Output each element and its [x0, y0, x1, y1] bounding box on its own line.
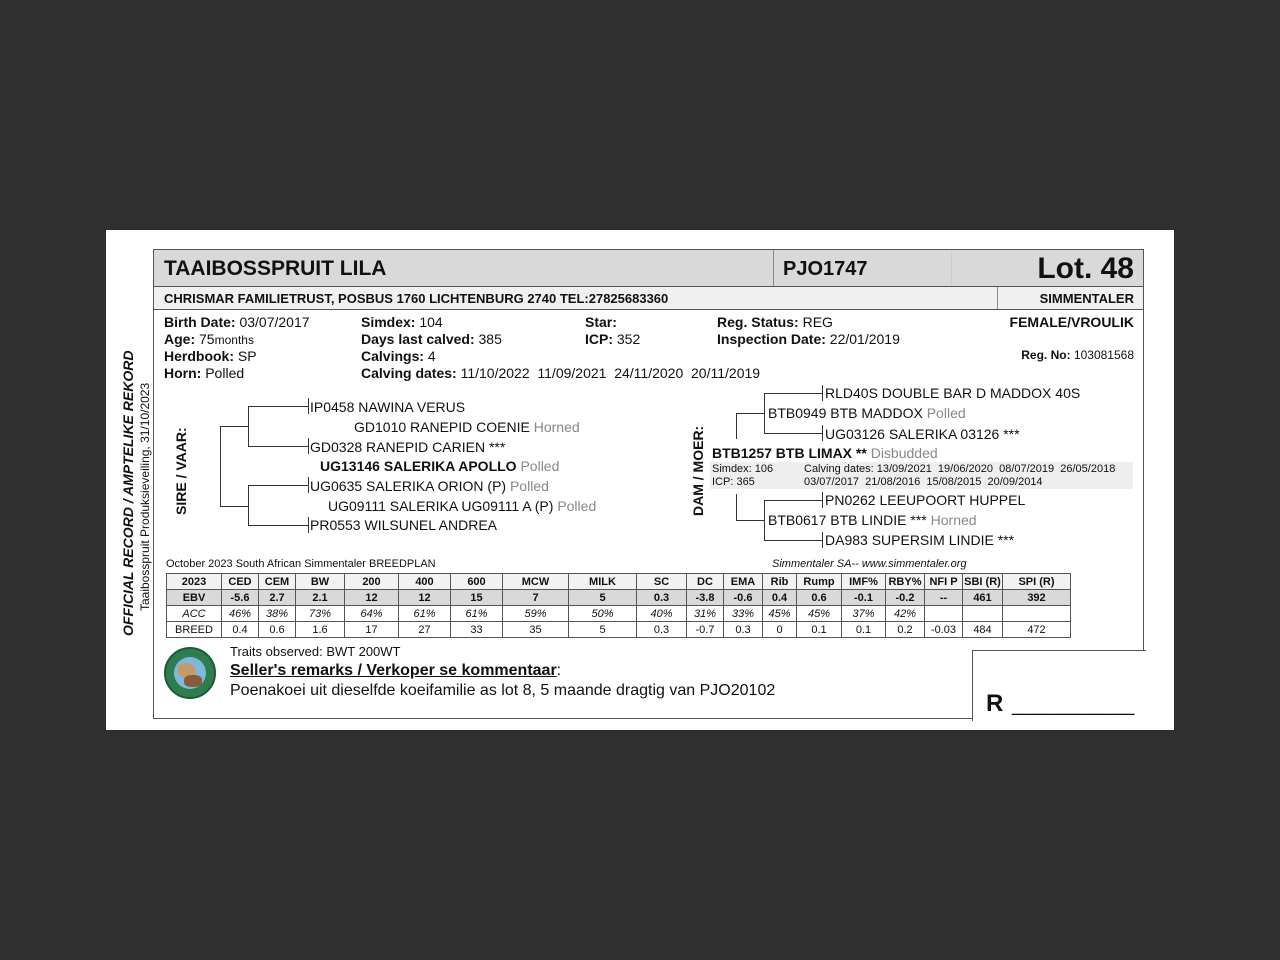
- birth-date: Birth Date: 03/07/2017: [164, 314, 310, 330]
- remarks-text: Poenakoei uit dieselfde koeifamilie as lot 8, 5 maande dragtig van PJO20102: [230, 682, 776, 699]
- breedplan-cell: EBV: [167, 590, 222, 606]
- breedplan-cell: 37%: [842, 606, 886, 622]
- animal-code: PJO1747: [783, 258, 868, 280]
- breedplan-cell: 33%: [724, 606, 763, 622]
- breedplan-cell: CED: [222, 574, 259, 590]
- dam-dam: BTB0617 BTB LINDIE *** Horned: [768, 512, 977, 528]
- breedplan-breed-row: [167, 622, 1071, 638]
- sire: UG13146 SALERIKA APOLLO Polled: [320, 458, 560, 474]
- breedplan-cell: -0.2: [886, 590, 925, 606]
- breedplan-cell: -3.8: [687, 590, 724, 606]
- breedplan-cell: 461: [963, 590, 1003, 606]
- breedplan-cell: 61%: [399, 606, 451, 622]
- breedplan-cell: MCW: [503, 574, 569, 590]
- breedplan-cell: 12: [399, 590, 451, 606]
- breedplan-cell: MILK: [569, 574, 637, 590]
- sex: FEMALE/VROULIK: [1009, 314, 1134, 330]
- breedplan-cell: BW: [296, 574, 345, 590]
- dam-calving-dates: Calving dates: 13/09/2021 19/06/2020 08/07/2019 26/05/2018: [804, 463, 1116, 475]
- breedplan-cell: 2.1: [296, 590, 345, 606]
- sire-sire: IP0458 NAWINA VERUS: [310, 399, 466, 415]
- breedplan-cell: -0.6: [724, 590, 763, 606]
- simdex: Simdex: 104: [361, 314, 443, 330]
- calvings: Calvings: 4: [361, 348, 436, 364]
- breedplan-cell: 7: [503, 590, 569, 606]
- dam-sire: BTB0949 BTB MADDOX Polled: [768, 405, 966, 421]
- breedplan-cell: 0.6: [797, 590, 842, 606]
- lot-card: [106, 230, 1174, 730]
- breedplan-cell: 12: [345, 590, 399, 606]
- breedplan-cell: BREED: [167, 622, 222, 638]
- breedplan-cell: DC: [687, 574, 724, 590]
- breedplan-table: [166, 573, 1071, 638]
- breedplan-cell: 5: [569, 590, 637, 606]
- breedplan-cell: Rib: [763, 574, 797, 590]
- icp: ICP: 352: [585, 331, 641, 347]
- breedplan-cell: 0.3: [724, 622, 763, 638]
- breedplan-cell: CEM: [259, 574, 296, 590]
- breedplan-cell: [963, 606, 1003, 622]
- breedplan-cell: 2.7: [259, 590, 296, 606]
- breedplan-cell: 0.4: [763, 590, 797, 606]
- breedplan-cell: 392: [1003, 590, 1071, 606]
- breedplan-cell: 2023: [167, 574, 222, 590]
- breedplan-cell: 40%: [637, 606, 687, 622]
- breedplan-cell: 0: [763, 622, 797, 638]
- owner-info: CHRISMAR FAMILIETRUST, POSBUS 1760 LICHTENBURG 2740 TEL:27825683360: [164, 291, 669, 306]
- breedplan-cell: -0.03: [925, 622, 963, 638]
- breedplan-cell: [925, 606, 963, 622]
- dam-calving-dates-2: 03/07/2017 21/08/2016 15/08/2015 20/09/2014: [804, 476, 1043, 488]
- dam-label: DAM / MOER:: [690, 425, 706, 516]
- breedplan-cell: 1.6: [296, 622, 345, 638]
- breedplan-cell: Rump: [797, 574, 842, 590]
- official-record-label: OFFICIAL RECORD / AMPTELIKE REKORD: [120, 350, 136, 636]
- lot-number: Lot. 48: [1037, 252, 1134, 285]
- reg-number: Reg. No: 103081568: [1021, 348, 1134, 362]
- dam-sire: UG0635 SALERIKA ORION (P) Polled: [310, 478, 549, 494]
- breedplan-cell: 200: [345, 574, 399, 590]
- star: Star:: [585, 314, 617, 330]
- breedplan-cell: 0.6: [259, 622, 296, 638]
- breedplan-cell: 484: [963, 622, 1003, 638]
- breedplan-cell: 59%: [503, 606, 569, 622]
- breedplan-cell: 50%: [569, 606, 637, 622]
- breedplan-cell: -5.6: [222, 590, 259, 606]
- breedplan-cell: [1003, 606, 1071, 622]
- price-label: R: [986, 690, 1004, 717]
- breedplan-cell: 600: [451, 574, 503, 590]
- dam-dam-sire: PN0262 LEEUPOORT HUPPEL: [825, 492, 1026, 508]
- breedplan-cell: 17: [345, 622, 399, 638]
- dam-icp: ICP: 365: [712, 476, 755, 488]
- herdbook: Herdbook: SP: [164, 348, 257, 364]
- sire-dam: GD0328 RANEPID CARIEN ***: [310, 439, 506, 455]
- breedplan-caption: October 2023 South African Simmentaler BREEDPLAN: [166, 558, 436, 570]
- breedplan-cell: 0.1: [842, 622, 886, 638]
- breedplan-acc-row: [167, 606, 1071, 622]
- breedplan-cell: ACC: [167, 606, 222, 622]
- breedplan-cell: 400: [399, 574, 451, 590]
- breedplan-cell: 0.1: [797, 622, 842, 638]
- breedplan-cell: RBY%: [886, 574, 925, 590]
- breedplan-cell: 31%: [687, 606, 724, 622]
- days-last-calved: Days last calved: 385: [361, 331, 502, 347]
- age: Age: 75months: [164, 331, 254, 347]
- reg-status: Reg. Status: REG: [717, 314, 833, 330]
- dam-sire-dam: UG03126 SALERIKA 03126 ***: [825, 426, 1020, 442]
- breedplan-cell: 0.3: [637, 622, 687, 638]
- breedplan-cell: SBI (R): [964, 575, 1001, 588]
- simmentaler-logo-icon: [164, 647, 216, 699]
- breedplan-cell: 33: [451, 622, 503, 638]
- breedplan-cell: 45%: [797, 606, 842, 622]
- breedplan-cell: 38%: [259, 606, 296, 622]
- breedplan-cell: -0.1: [842, 590, 886, 606]
- remarks-heading: Seller's remarks / Verkoper se kommentaar:: [230, 662, 562, 679]
- breedplan-cell: IMF%: [842, 574, 886, 590]
- breedplan-cell: 5: [569, 622, 637, 638]
- breedplan-cell: 73%: [296, 606, 345, 622]
- breedplan-cell: 0.3: [637, 590, 687, 606]
- dam-simdex: Simdex: 106: [712, 463, 774, 475]
- breedplan-cell: SPI (R): [1003, 574, 1071, 590]
- breedplan-cell: 42%: [886, 606, 925, 622]
- breedplan-cell: 64%: [345, 606, 399, 622]
- traits-observed: Traits observed: BWT 200WT: [230, 644, 401, 659]
- animal-name: TAAIBOSSPRUIT LILA: [164, 257, 387, 280]
- breedplan-cell: --: [925, 590, 963, 606]
- breedplan-header-row: [167, 574, 1071, 590]
- sire-sire-dam: GD1010 RANEPID COENIE Horned: [354, 419, 580, 435]
- breedplan-ebv-row: [167, 590, 1071, 606]
- breedplan-cell: SC: [637, 574, 687, 590]
- breedplan-cell: 45%: [763, 606, 797, 622]
- dam-dam-dam: DA983 SUPERSIM LINDIE ***: [825, 532, 1015, 548]
- breedplan-cell: 27: [399, 622, 451, 638]
- dam-sire-sire: RLD40S DOUBLE BAR D MADDOX 40S: [825, 385, 1081, 401]
- breedplan-cell: 35: [503, 622, 569, 638]
- dam: BTB1257 BTB LIMAX ** Disbudded: [712, 445, 938, 461]
- breed-name: SIMMENTALER: [1039, 291, 1134, 306]
- sire-label: SIRE / VAAR:: [173, 427, 189, 515]
- breedplan-cell: 61%: [451, 606, 503, 622]
- horn-status: Horn: Polled: [164, 365, 245, 381]
- breedplan-cell: 15: [451, 590, 503, 606]
- breedplan-cell: 0.4: [222, 622, 259, 638]
- dam-dam-line: UG09111 SALERIKA UG09111 A (P) Polled: [328, 498, 597, 514]
- inspection-date: Inspection Date: 22/01/2019: [717, 331, 900, 347]
- breedplan-cell: 472: [1003, 622, 1071, 638]
- breedplan-cell: 46%: [222, 606, 259, 622]
- breedplan-cell: -0.7: [687, 622, 724, 638]
- breedplan-cell: EMA: [724, 574, 763, 590]
- breedplan-cell: NFI P: [925, 574, 963, 590]
- dam-dam: PR0553 WILSUNEL ANDREA: [310, 517, 497, 533]
- price-line[interactable]: ___________: [1012, 694, 1135, 716]
- sale-label: Taaibosspruit Produksieveiling, 31/10/2023: [138, 382, 152, 611]
- breedplan-cell: 0.2: [886, 622, 925, 638]
- calving-dates: Calving dates: 11/10/2022 11/09/2021 24/11/2020 20/11/2019: [361, 365, 761, 381]
- breedplan-source: Simmentaler SA-- www.simmentaler.org: [772, 558, 967, 570]
